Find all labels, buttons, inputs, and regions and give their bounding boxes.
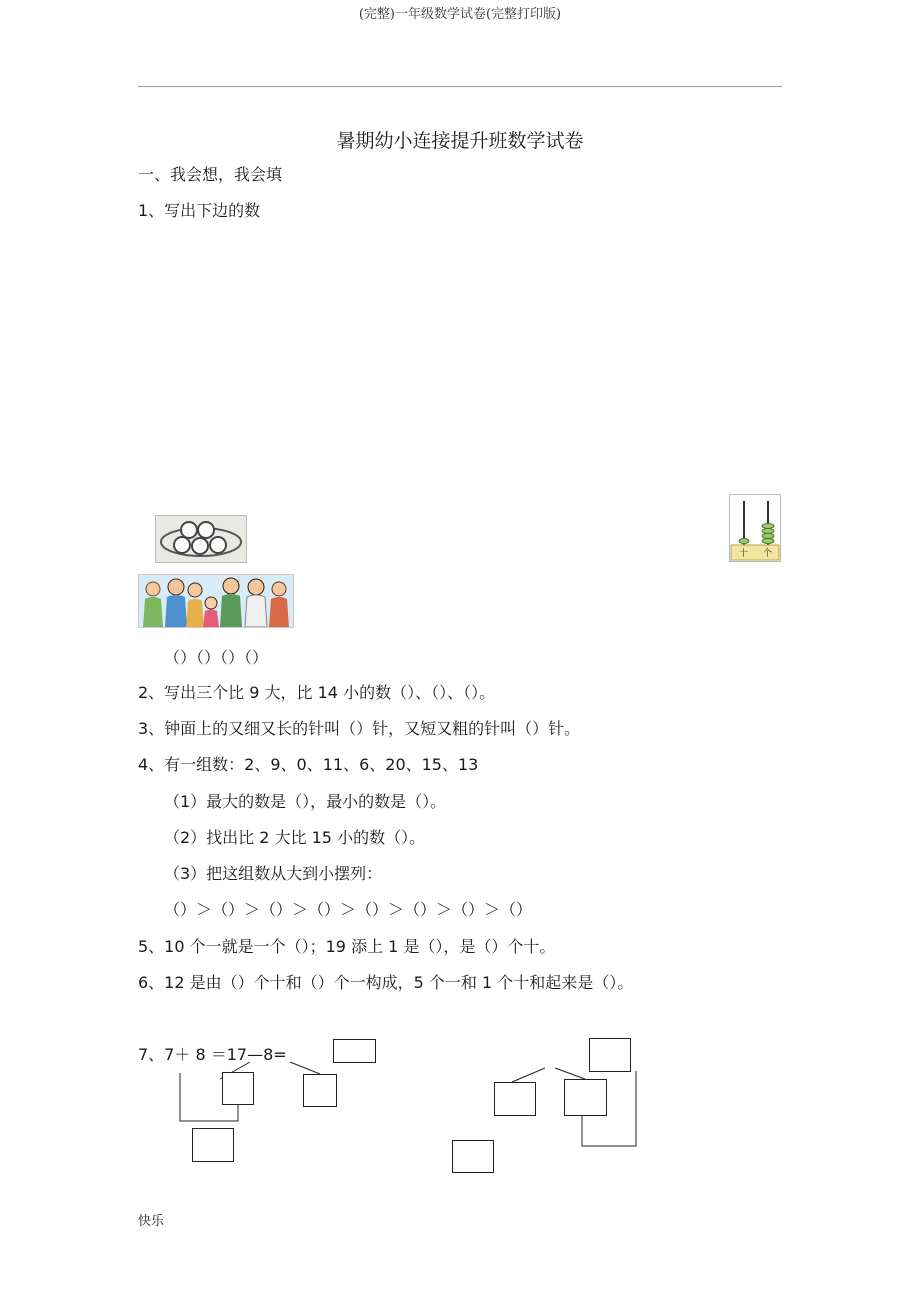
answer-box[interactable] (564, 1079, 607, 1116)
answer-box[interactable] (192, 1128, 234, 1162)
abacus-tens-label: 十 (739, 549, 749, 559)
page-title: 暑期幼小连接提升班数学试卷 (336, 130, 584, 152)
answer-box[interactable] (333, 1039, 376, 1063)
question-6: 6、12 是由（）个十和（）个一构成，5 个一和 1 个十和起来是（）。 (138, 973, 634, 992)
question-1-answers: （）（）（）（） (164, 648, 269, 667)
page-header: (完整)一年级数学试卷(完整打印版) (358, 7, 562, 22)
question-4-part-3: （3）把这组数从大到小摆列： (164, 864, 383, 883)
answer-box[interactable] (494, 1082, 536, 1116)
question-4-part-3-answer: （）＞（）＞（）＞（）＞（）＞（）＞（）＞（） (164, 900, 533, 919)
question-4-part-2: （2）找出比 2 大比 15 小的数（）。 (164, 828, 426, 847)
answer-box[interactable] (303, 1074, 337, 1107)
answer-box[interactable] (452, 1140, 494, 1173)
question-1: 1、写出下边的数 (138, 201, 261, 220)
question-3: 3、钟面上的又细又长的针叫（）针，又短又粗的针叫（）针。 (138, 719, 581, 738)
answer-box[interactable] (222, 1072, 254, 1105)
answer-box[interactable] (589, 1038, 631, 1072)
page-footer: 快乐 (138, 1214, 165, 1229)
section-heading: 一、我会想，我会填 (138, 165, 283, 184)
abacus-ones-label: 个 (763, 549, 773, 559)
question-7: 7、7＋ 8 ＝17—8= (138, 1045, 287, 1064)
question-2: 2、写出三个比 9 大，比 14 小的数（）、（）、（）。 (138, 683, 496, 702)
question-5: 5、10 个一就是一个（）；19 添上 1 是（），是（）个十。 (138, 937, 556, 956)
question-4-part-1: （1）最大的数是（），最小的数是（）。 (164, 792, 447, 811)
question-4: 4、有一组数：2、9、0、11、6、20、15、13 (138, 755, 479, 774)
